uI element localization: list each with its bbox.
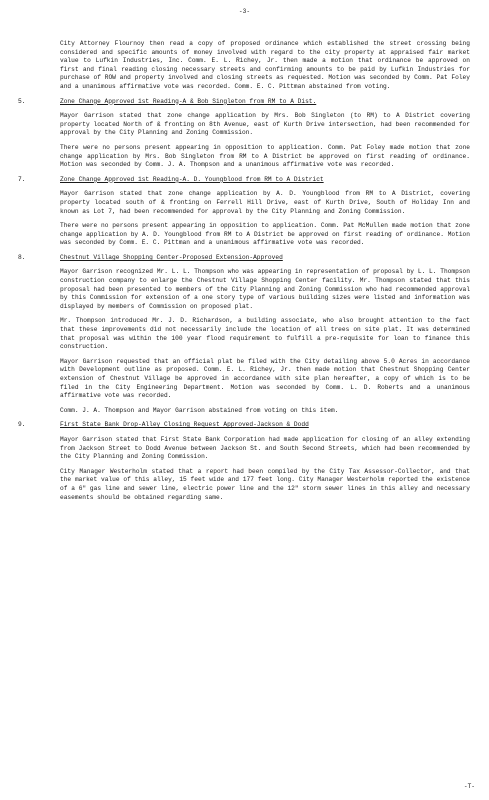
item-number: 9. <box>18 421 26 429</box>
item-paragraph: City Manager Westerholm stated that a report had been compiled by the City Tax Assessor-Collector, and that the market value of this alley, 15 feet wide and 177 feet long. City Manager Westerholm reported the existence of a 6" gas line and sewer line, electric power line and the 12" storm sewer lines in this alley and necessary easements should be obtained regarding same. <box>60 467 470 501</box>
minutes-body <box>18 40 470 508</box>
footer-mark: -T- <box>463 783 475 791</box>
item-paragraph: There were no persons present appearing in opposition to application. Comm. Pat Foley made motion that zone change application by Mrs. Bob Singleton from RM to A District be approved on first reading of ordinance. Motion was seconded by Comm. J. A. Thompson and a unanimous affirmative vote was recorded. <box>60 143 470 169</box>
item-number: 7. <box>18 175 26 183</box>
agenda-item-5 <box>18 98 470 170</box>
agenda-item-8 <box>18 254 470 416</box>
item-title: Zone Change Approved 1st Reading-A & Bob Singleton from RM to A Dist. <box>60 97 317 105</box>
item-paragraph: Mayor Garrison stated that zone change application by Mrs. Bob Singleton (to RM) to A District covering property located North of & fronting on 8th Avenue, east of Kurth Drive intersection, had been recommended for approval by the City Planning and Zoning Commission. <box>60 112 470 137</box>
item-paragraph: Mayor Garrison requested that an official plat be filed with the City detailing above 5.0 Acres in accordance with Development outline as proposed. Comm. E. L. Richey, Jr. then made motion that Chestnut Shopping Center extension of Chestnut Village be approved in accordance with site plan hereafter, a copy of which is to be filed in the City Engineering Department. Motion was seconded by Comm. L. D. Roberts and a unanimous affirmative vote was recorded. <box>60 357 470 400</box>
intro-paragraph: City Attorney Flournoy then read a copy of proposed ordinance which established the street crossing being considered and specific amounts of money involved with regard to the city property at appraised fair market value to Lufkin Industries, Inc. Comm. E. L. Richey, Jr. then made a motion that ordinance be approved on first and final reading closing necessary streets and confirming amounts to be paid by Lufkin Industries for purchase of ROW and property involved and closing streets as requested. Motion was seconded by Comm. Pat Foley and a unanimous affirmative vote was recorded. Comm. E. C. Pittman abstained from voting. <box>60 40 470 90</box>
item-title: First State Bank Drop-Alley Closing Request Approved-Jackson & Dodd <box>60 421 309 429</box>
agenda-item-7 <box>18 176 470 248</box>
item-paragraph: Comm. J. A. Thompson and Mayor Garrison abstained from voting on this item. <box>60 406 339 414</box>
item-paragraph: Mr. Thompson introduced Mr. J. D. Richardson, a building associate, who also brought attention to the fact that these improvements did not necessarily include the location of all trees on site plat. It was determined that proposal was within the 100 year flood requirement to fulfill a pre-requisite for loan to finance this construction. <box>60 317 470 351</box>
item-title: Zone Change Approved 1st Reading-A. D. Youngblood from RM to A District <box>60 175 324 183</box>
page-number: -3- <box>238 8 251 15</box>
item-paragraph: Mayor Garrison stated that zone change application by A. D. Youngblood from RM to A District, covering property located south of & fronting on Ferrell Hill Drive, east of Kurth Drive, South of Holiday Inn and known as Lot 7, had been recommended for approval by the City Planning and Zoning Commission. <box>60 190 470 215</box>
agenda-item-9 <box>18 421 470 502</box>
item-paragraph: There were no persons present appearing in opposition to application. Comm. Pat McMullen made motion that zone change application by A. D. Youngblood from RM to A District be approved on first reading of ordinance. Motion was seconded by Comm. E. C. Pittman and a unanimous affirmative vote was recorded. <box>60 222 470 247</box>
item-title: Chestnut Village Shopping Center-Proposed Extension-Approved <box>60 253 283 261</box>
item-number: 8. <box>18 253 26 261</box>
item-paragraph: Mayor Garrison stated that First State Bank Corporation had made application for closing of an alley extending from Jackson Street to Dodd Avenue between Jackson St. and South Second Streets, which had been recommended by the City Planning and Zoning Commission. <box>60 435 470 461</box>
item-paragraph: Mayor Garrison recognized Mr. L. L. Thompson who was appearing in representation of proposal by L. L. Thompson construction company to enlarge the Chestnut Village Shopping Center facility. Mr. Thompson stated that this proposal had been presented to members of the City Planning and Zoning Commission who had recommended approval by this Commission for extension of a one story type of various building sizes were listed and information was displayed by members of Commission on proposed plat. <box>60 268 470 310</box>
item-number: 5. <box>18 97 26 105</box>
